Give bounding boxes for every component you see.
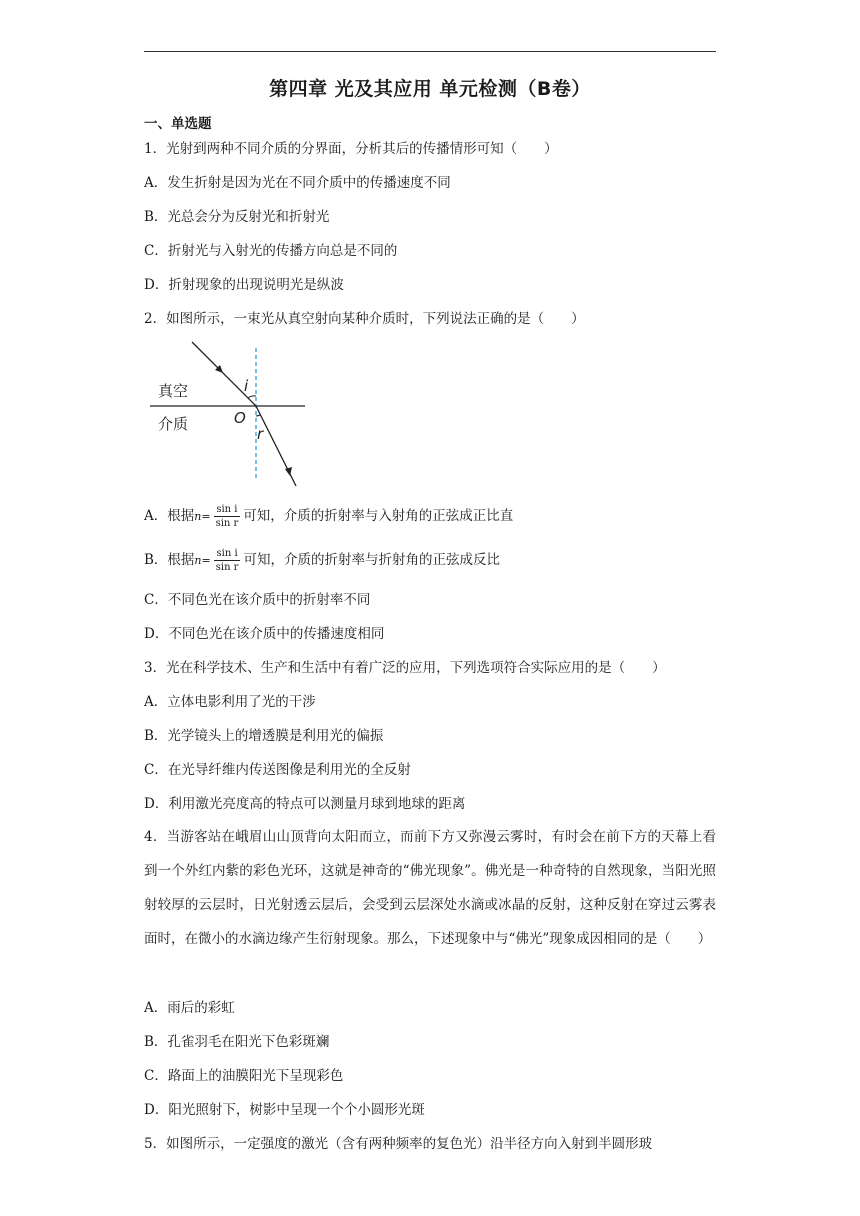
- label-i: i: [244, 377, 249, 395]
- q1-option-b[interactable]: B．光总会分为反射光和折射光: [144, 209, 330, 225]
- q2-option-b-prefix: B．根据: [144, 552, 195, 568]
- q2-stem: 2．如图所示，一束光从真空射向某种介质时，下列说法正确的是（ ）: [144, 311, 585, 327]
- label-o: O: [234, 409, 246, 427]
- q2-option-d[interactable]: D．不同色光在该介质中的传播速度相同: [144, 626, 385, 642]
- formula-fraction: [214, 503, 241, 530]
- q3-stem: 3．光在科学技术、生产和生活中有着广泛的应用，下列选项符合实际应用的是（ ）: [144, 660, 666, 676]
- page-title: 第四章 光及其应用 单元检测（B卷）: [269, 78, 591, 100]
- q2-option-c[interactable]: C．不同色光在该介质中的折射率不同: [144, 592, 371, 608]
- section-heading: 一、单选题: [144, 116, 212, 132]
- q2-option-b[interactable]: [144, 547, 500, 574]
- q4-option-c[interactable]: C．路面上的油膜阳光下呈现彩色: [144, 1068, 344, 1084]
- q3-option-b[interactable]: B．光学镜头上的增透膜是利用光的偏振: [144, 728, 384, 744]
- formula-fraction: [214, 547, 241, 574]
- q5-stem: 5．如图所示，一定强度的激光（含有两种频率的复色光）沿半径方向入射到半圆形玻: [144, 1136, 653, 1152]
- q2-option-a-prefix: A．根据: [144, 508, 195, 524]
- q1-option-d[interactable]: D．折射现象的出现说明光是纵波: [144, 277, 344, 293]
- label-r: r: [257, 425, 264, 443]
- q3-option-c[interactable]: C．在光导纤维内传送图像是利用光的全反射: [144, 762, 411, 778]
- refraction-diagram: [144, 336, 314, 486]
- q4-option-d[interactable]: D．阳光照射下，树影中呈现一个个小圆形光斑: [144, 1102, 425, 1118]
- q2-option-b-suffix: 可知，介质的折射率与折射角的正弦成反比: [243, 552, 500, 568]
- formula-denominator: sin r: [215, 518, 239, 529]
- q4-stem: 4．当游客站在峨眉山山顶背向太阳而立，而前下方又弥漫云雾时，有时会在前下方的天幕上看到一个外红内紫的彩色光环，这就是神奇的“佛光现象”。佛光是一种奇特的自然现象，当阳光照射较厚的云层时，日光射透云层后，会受到云层深处水滴或冰晶的反射，这种反射在穿过云雾表面时，在微小的水滴边缘产生衍射现象。那么，下述现象中与“佛光”现象成因相同的是（ ）: [144, 829, 716, 947]
- q2-option-a[interactable]: [144, 503, 513, 530]
- formula-numerator: sin i: [214, 503, 241, 517]
- formula-n: n: [194, 510, 202, 523]
- formula-denominator: sin r: [215, 562, 239, 573]
- q2-option-a-suffix: 可知，介质的折射率与入射角的正弦成正比直: [243, 508, 514, 524]
- angle-i-arc: [248, 396, 256, 398]
- q3-option-d[interactable]: D．利用激光亮度高的特点可以测量月球到地球的距离: [144, 796, 466, 812]
- q1-stem: 1．光射到两种不同介质的分界面，分析其后的传播情形可知（ ）: [144, 141, 558, 157]
- label-vacuum: 真空: [158, 382, 189, 400]
- formula-eq: =: [201, 510, 211, 523]
- formula-numerator: sin i: [214, 547, 241, 561]
- angle-r-arc: [256, 415, 260, 416]
- q4-option-b[interactable]: B．孔雀羽毛在阳光下色彩斑斓: [144, 1034, 330, 1050]
- header-rule: [144, 51, 716, 52]
- q4-option-a[interactable]: A．雨后的彩虹: [144, 1000, 235, 1016]
- q3-option-a[interactable]: A．立体电影利用了光的干涉: [144, 694, 316, 710]
- label-medium: 介质: [158, 415, 189, 433]
- incident-ray: [192, 342, 256, 406]
- formula-eq: =: [201, 554, 211, 567]
- formula-n: n: [194, 554, 202, 567]
- q1-option-a[interactable]: A．发生折射是因为光在不同介质中的传播速度不同: [144, 175, 451, 191]
- q1-option-c[interactable]: C．折射光与入射光的传播方向总是不同的: [144, 243, 398, 259]
